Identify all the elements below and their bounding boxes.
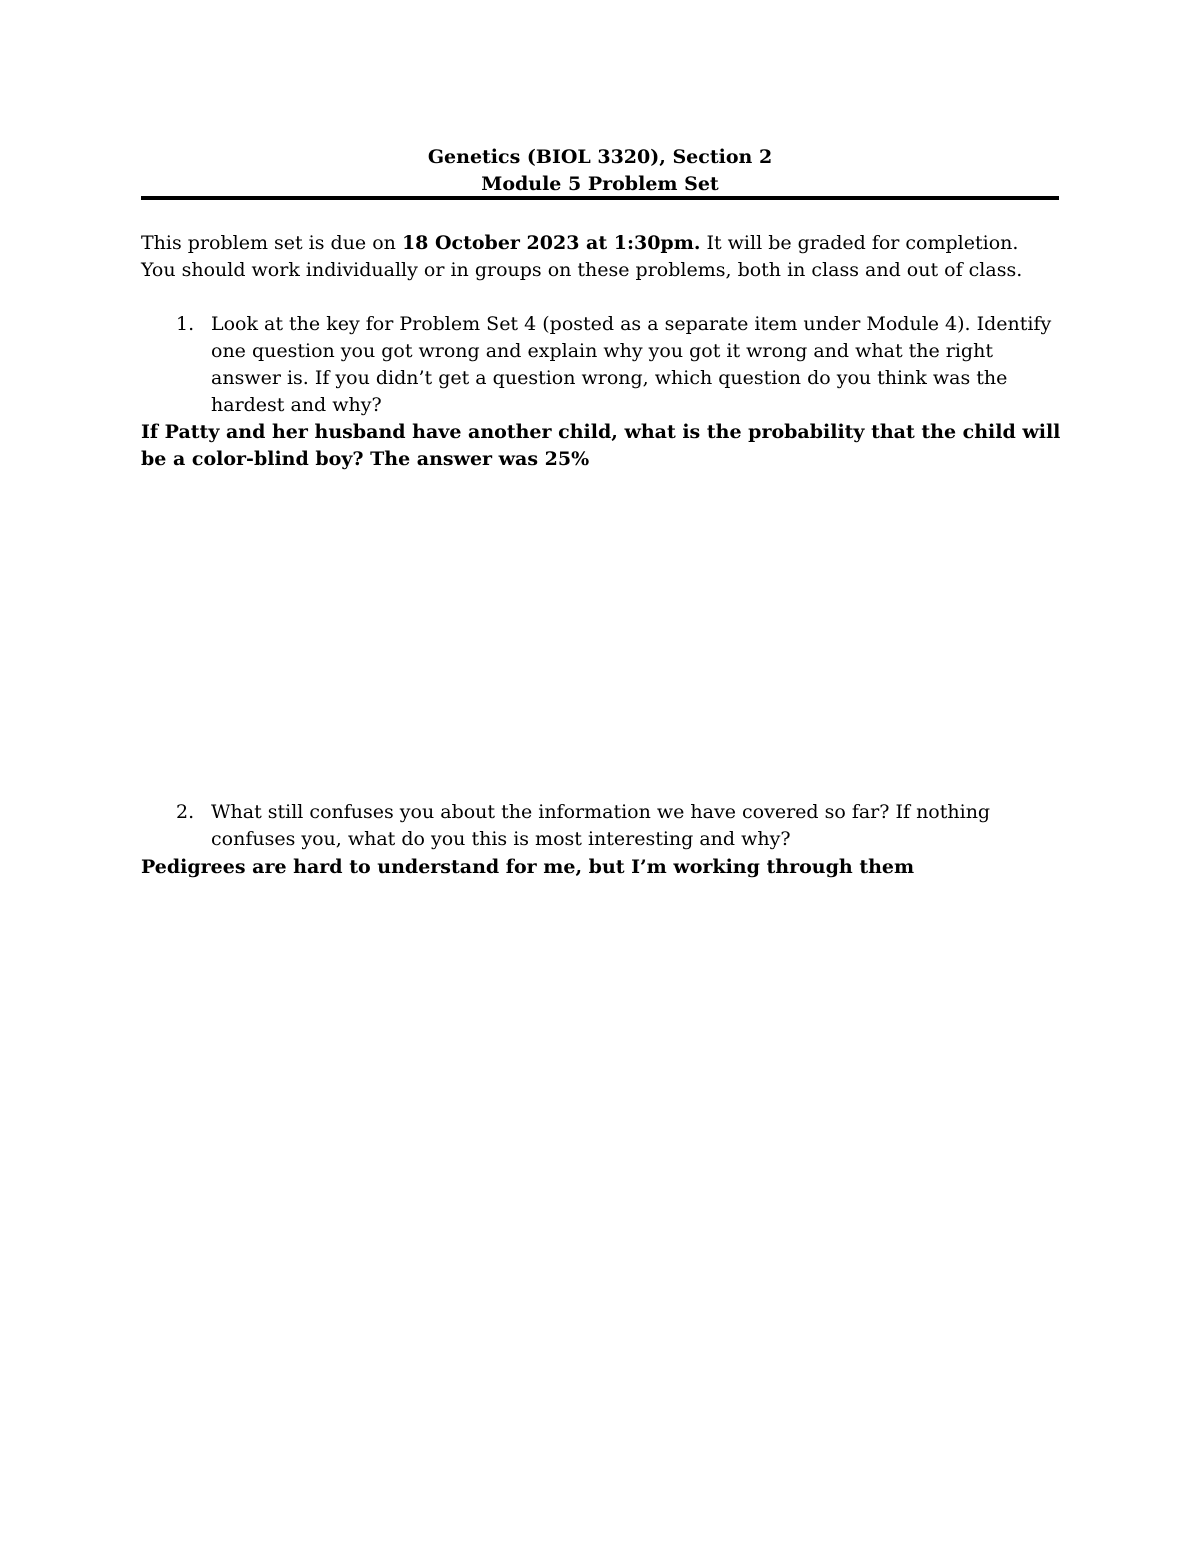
intro-paragraph bbox=[141, 230, 1059, 284]
question-text: Look at the key for Problem Set 4 (posted as a separate item under Module 4). Identify one question you got wrong and explain why you got it wrong and what the right answer is. If you didn’t get a question wrong, which question do you think was the hardest and why? bbox=[211, 313, 1052, 416]
answer-2: Pedigrees are hard to understand for me, but I’m working through them bbox=[141, 856, 915, 878]
problem-set-title: Module 5 Problem Set bbox=[481, 173, 719, 195]
question-number: 1. bbox=[176, 313, 195, 335]
document-header bbox=[141, 144, 1059, 198]
header-divider bbox=[141, 196, 1059, 200]
course-title: Genetics (BIOL 3320), Section 2 bbox=[427, 146, 773, 168]
question-text: What still confuses you about the information we have covered so far? If nothing confuses you, what do you this is most interesting and why? bbox=[211, 801, 991, 850]
intro-text-start: This problem set is due on bbox=[141, 232, 402, 254]
question-number: 2. bbox=[176, 801, 195, 823]
intro-text-end: It will be graded for completion. You should work individually or in groups on these problems, both in class and out of class. bbox=[141, 232, 1023, 281]
due-date: 18 October 2023 at 1:30pm. bbox=[401, 232, 701, 254]
question-1 bbox=[141, 311, 1059, 419]
answer-1: If Patty and her husband have another child, what is the probability that the child will be a color-blind boy? The answer was 25% bbox=[141, 421, 1061, 470]
question-2 bbox=[141, 799, 1059, 853]
